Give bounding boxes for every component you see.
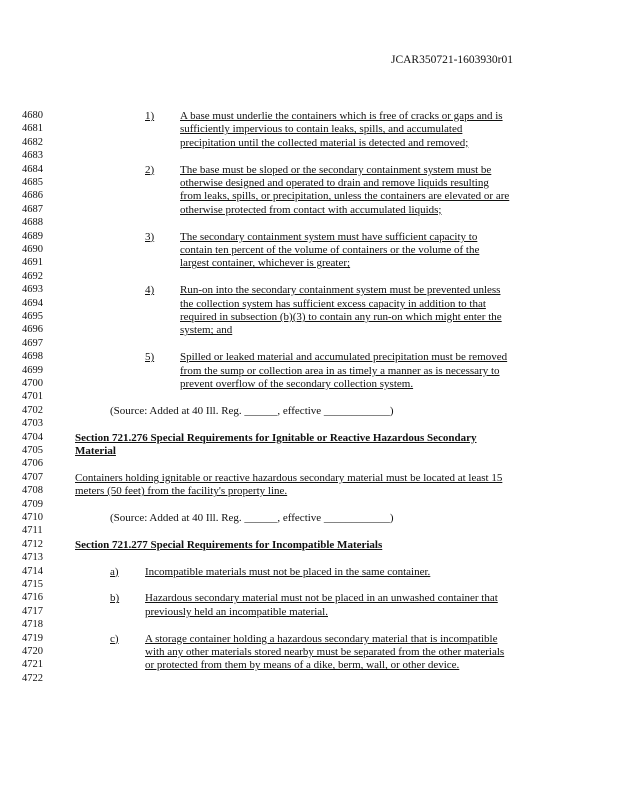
item-text-line: A base must underlie the containers which is free of cracks or gaps and is xyxy=(180,110,503,122)
line-number: 4703 xyxy=(22,418,43,430)
item-text-line: A storage container holding a hazardous secondary material that is incompatible xyxy=(145,632,498,645)
item-number: 5) xyxy=(145,351,155,364)
line-number: 4716 xyxy=(22,592,43,604)
line-number: 4709 xyxy=(22,498,43,510)
line-number: 4690 xyxy=(22,244,43,255)
item-text-line: Spilled or leaked material and accumulated precipitation must be removed xyxy=(180,351,508,364)
section-heading-721-276: Material xyxy=(75,445,116,457)
item-text-line: or protected from them by means of a dike, berm, wall, or other device. xyxy=(145,659,460,672)
line-number: 4722 xyxy=(22,672,43,684)
item-text-line: The base must be sloped or the secondary containment system must be xyxy=(180,163,492,176)
item-text-line: previously held an incompatible material. xyxy=(145,605,328,618)
line-number: 4702 xyxy=(22,404,43,416)
line-number: 4710 xyxy=(22,512,43,523)
source-note: (Source: Added at 40 Ill. Reg. ______, effective ____________) xyxy=(110,404,394,417)
item-text-line: from the sump or collection area in as timely a manner as is necessary to xyxy=(180,364,500,377)
item-text-line: the collection system has sufficient excess capacity in addition to that xyxy=(180,297,486,310)
line-number: 4719 xyxy=(22,632,43,644)
item-number: 2) xyxy=(145,163,155,176)
item-text-line: Run-on into the secondary containment system must be prevented unless xyxy=(180,284,501,297)
line-number: 4684 xyxy=(22,163,43,175)
item-text-line: prevent overflow of the secondary collection system. xyxy=(180,378,414,390)
line-number: 4712 xyxy=(22,538,43,550)
item-text-line: Hazardous secondary material must not be placed in an unwashed container that xyxy=(145,592,498,605)
line-number: 4680 xyxy=(22,110,43,121)
line-number: 4717 xyxy=(22,605,43,617)
item-text-line: precipitation until the collected material is detected and removed; xyxy=(180,136,469,149)
item-text-line: otherwise designed and operated to drain and remove liquids resulting xyxy=(180,177,489,189)
line-number: 4711 xyxy=(22,525,43,537)
item-letter: a) xyxy=(110,565,119,578)
line-number: 4720 xyxy=(22,646,43,657)
item-text-line: otherwise protected from contact with accumulated liquids; xyxy=(180,203,442,216)
line-number: 4692 xyxy=(22,270,43,282)
line-number: 4685 xyxy=(22,177,43,188)
line-number: 4689 xyxy=(22,230,43,242)
item-text-line: Incompatible materials must not be placed in the same container. xyxy=(145,565,431,578)
section-heading-721-276: Section 721.276 Special Requirements for Ignitable or Reactive Hazardous Secondary xyxy=(75,431,477,444)
item-number: 3) xyxy=(145,230,155,243)
line-number: 4714 xyxy=(22,565,43,577)
line-number: 4706 xyxy=(22,458,43,470)
section-paragraph: meters (50 feet) from the facility's property line. xyxy=(75,485,288,498)
line-number: 4697 xyxy=(22,337,43,349)
item-text-line: system; and xyxy=(180,324,233,337)
item-text-line: largest container, whichever is greater; xyxy=(180,257,351,270)
line-number: 4708 xyxy=(22,485,43,497)
line-number: 4696 xyxy=(22,324,43,336)
line-number: 4682 xyxy=(22,136,43,148)
line-number: 4705 xyxy=(22,445,43,456)
section-paragraph: Containers holding ignitable or reactive hazardous secondary material must be located at least 15 xyxy=(75,471,503,484)
item-text-line: with any other materials stored nearby must be separated from the other materials xyxy=(145,646,505,658)
item-text-line: from leaks, spills, or precipitation, unless the containers are elevated or are xyxy=(180,190,510,203)
line-number: 4695 xyxy=(22,311,43,322)
item-text-line: required in subsection (b)(3) to contain any run-on which might enter the xyxy=(180,311,502,323)
section-heading-721-277: Section 721.277 Special Requirements for Incompatible Materials xyxy=(75,538,383,551)
line-number: 4688 xyxy=(22,217,43,229)
item-letter: b) xyxy=(110,592,120,605)
item-text-line: contain ten percent of the volume of containers or the volume of the xyxy=(180,244,480,256)
line-number: 4713 xyxy=(22,552,43,564)
line-number: 4694 xyxy=(22,297,43,309)
line-number: 4699 xyxy=(22,364,43,376)
line-number: 4683 xyxy=(22,150,43,162)
line-number: 4691 xyxy=(22,257,43,269)
line-number: 4700 xyxy=(22,378,43,389)
line-number: 4715 xyxy=(22,579,43,590)
line-number: 4681 xyxy=(22,123,43,135)
line-number: 4686 xyxy=(22,190,43,202)
line-number: 4707 xyxy=(22,471,43,483)
line-number: 4721 xyxy=(22,659,43,671)
line-number: 4701 xyxy=(22,391,43,403)
line-number: 4687 xyxy=(22,203,43,215)
line-number: 4698 xyxy=(22,351,43,363)
item-text-line: sufficiently impervious to contain leaks, spills, and accumulated xyxy=(180,123,463,136)
item-text-line: The secondary containment system must have sufficient capacity to xyxy=(180,230,478,243)
line-number: 4693 xyxy=(22,284,43,296)
line-number: 4718 xyxy=(22,619,43,631)
item-number: 1) xyxy=(145,110,155,122)
line-number: 4704 xyxy=(22,431,43,443)
item-number: 4) xyxy=(145,284,155,297)
document-id-header: JCAR350721-1603930r01 xyxy=(390,54,513,66)
item-letter: c) xyxy=(110,632,119,645)
source-note: (Source: Added at 40 Ill. Reg. ______, effective ____________) xyxy=(110,512,394,524)
